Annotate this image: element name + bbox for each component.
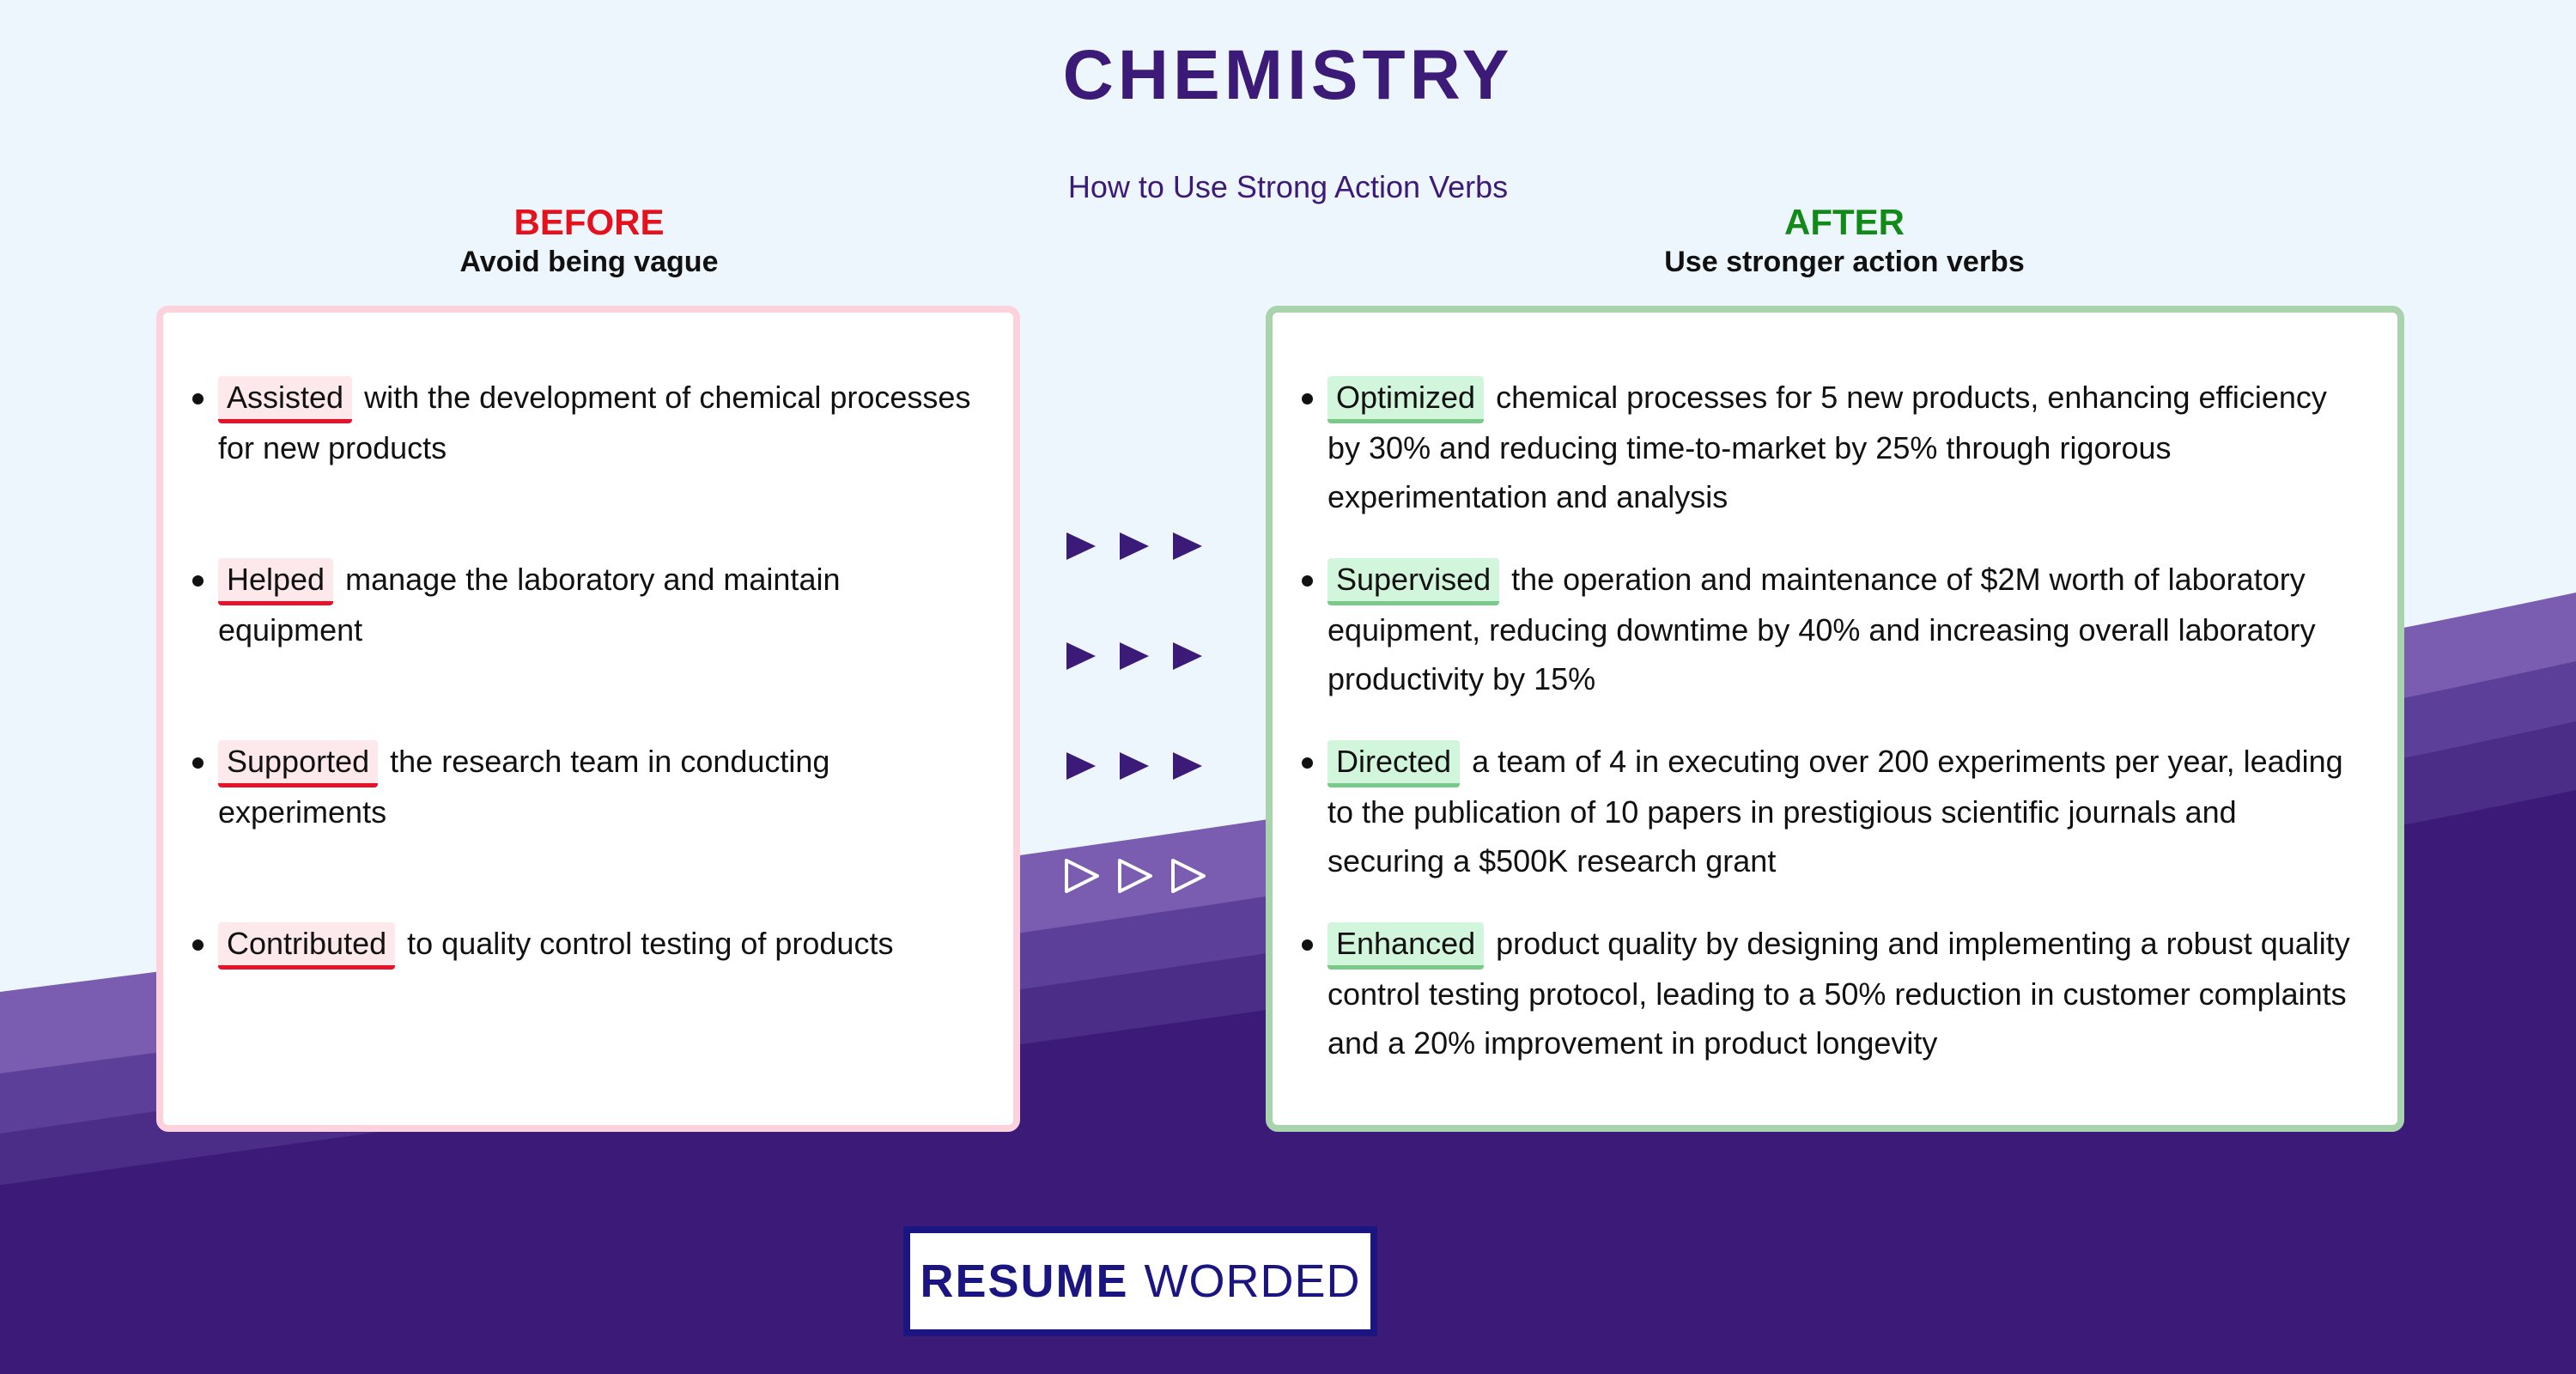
before-item xyxy=(218,555,974,654)
after-column-header xyxy=(1415,201,2274,280)
weak-verb: Contributed xyxy=(218,922,395,970)
before-sublabel: Avoid being vague xyxy=(459,246,719,278)
strong-verb: Optimized xyxy=(1327,376,1484,423)
page-title: CHEMISTRY xyxy=(1062,36,1514,114)
before-item-text: the research team in conducting experiments xyxy=(218,744,830,830)
after-label: AFTER xyxy=(1784,202,1905,242)
logo-regular-text: WORDED xyxy=(1144,1255,1361,1307)
bullet-icon xyxy=(192,575,204,587)
weak-verb: Helped xyxy=(218,558,333,605)
before-panel xyxy=(156,306,1020,1132)
resume-worded-logo xyxy=(903,1226,1377,1336)
after-item xyxy=(1327,373,2358,521)
after-item xyxy=(1327,737,2358,885)
before-item-text: to quality control testing of products xyxy=(407,926,894,961)
logo-bold-text: RESUME xyxy=(920,1255,1129,1307)
bullet-icon xyxy=(1302,393,1313,404)
bullet-icon xyxy=(1302,939,1313,951)
after-item-text: a team of 4 in executing over 200 experiments per year, leading to the publication of 10 papers in prestigious scientific journals and securing a $500K research grant xyxy=(1327,744,2343,879)
triple-arrow-icon xyxy=(1063,527,1218,565)
after-item xyxy=(1327,919,2358,1067)
bullet-icon xyxy=(192,757,204,769)
before-label: BEFORE xyxy=(513,202,665,242)
before-item xyxy=(218,737,974,836)
before-item-text: manage the laboratory and maintain equipment xyxy=(218,562,841,647)
after-item-text: product quality by designing and implementing a robust quality control testing protocol, leading to a 50% reduction in customer complaints and a 20% improvement in product longevity xyxy=(1327,926,2350,1061)
triple-arrow-outline-icon xyxy=(1063,857,1218,895)
after-item xyxy=(1327,555,2358,703)
strong-verb: Enhanced xyxy=(1327,922,1484,970)
page-subtitle: How to Use Strong Action Verbs xyxy=(1067,169,1509,204)
after-item-text: chemical processes for 5 new products, enhancing efficiency by 30% and reducing time-to-market by 25% through rigorous experimentation and analysis xyxy=(1327,380,2327,514)
page-header xyxy=(0,33,2576,206)
weak-verb: Supported xyxy=(218,740,378,787)
before-column-header xyxy=(160,201,1018,280)
bullet-icon xyxy=(192,939,204,951)
weak-verb: Assisted xyxy=(218,376,352,423)
strong-verb: Directed xyxy=(1327,740,1460,787)
bullet-icon xyxy=(1302,575,1313,587)
bullet-icon xyxy=(1302,757,1313,769)
triple-arrow-icon xyxy=(1063,747,1218,785)
before-item xyxy=(218,373,974,472)
before-item-text: with the development of chemical processes for new products xyxy=(218,380,971,465)
before-item xyxy=(218,919,974,970)
strong-verb: Supervised xyxy=(1327,558,1499,605)
after-item-text: the operation and maintenance of $2M worth of laboratory equipment, reducing downtime by 40% and increasing overall laboratory productivity by 15% xyxy=(1327,562,2316,696)
bullet-icon xyxy=(192,393,204,404)
after-sublabel: Use stronger action verbs xyxy=(1664,246,2025,278)
after-panel xyxy=(1266,306,2404,1132)
triple-arrow-icon xyxy=(1063,637,1218,675)
